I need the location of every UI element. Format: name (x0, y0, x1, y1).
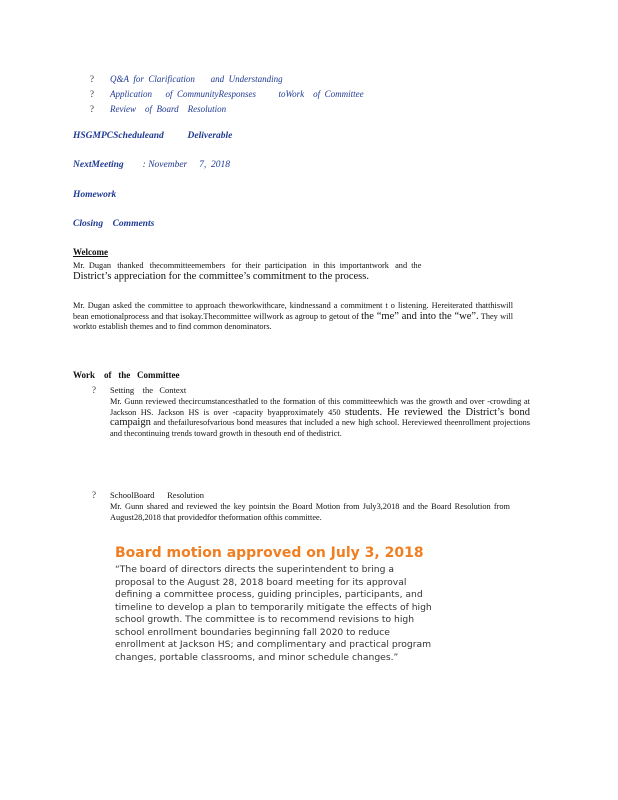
resolution-bullet-mark: ? (92, 490, 96, 500)
welcome-para1-emphasis: District’s appreciation for the committee’s commitment to the process. (73, 270, 369, 282)
agenda-item-qa (90, 74, 283, 84)
welcome-para2-text: Mr. Dugan asked the committee to approach theworkwithcare, kindnessand a commitment t o listening. Hereiterated thatthiswill bean emotionalprocess and that isokay.Thecommittee willwork as agroup to getout of (73, 301, 513, 321)
agenda-item-text: Review of Board Resolution (110, 104, 227, 114)
welcome-paragraph-1 (73, 261, 503, 282)
context-emphasis: students. He reviewed the District’s bond campaign (110, 406, 531, 429)
next-meeting-line (73, 160, 230, 170)
bullet-mark: ? (90, 104, 94, 114)
welcome-para1-text: Mr. Dugan thanked thecommitteemembers for their participation in this importantwork and the (73, 261, 422, 270)
context-bullet-mark: ? (92, 385, 96, 395)
school-board-resolution-paragraph: Mr. Gunn shared and reviewed the key pointsin the Board Motion from July3,2018 and the Board Resolution from August28,2018 that providedfor theformation ofthis committee. (110, 502, 510, 522)
board-motion-title: Board motion approved on July 3, 2018 (115, 545, 424, 561)
bullet-mark: ? (90, 89, 94, 99)
welcome-heading: Welcome (73, 247, 108, 257)
welcome-para2-text-end: They will workto establish themes and to find common denominators. (73, 311, 513, 332)
setting-context-title: Setting the Context (110, 385, 187, 395)
next-meeting-label: NextMeeting (73, 160, 124, 170)
welcome-para2-emphasis: the “me” and into the “we”. (361, 310, 479, 322)
context-text-end: and thefailuresofvarious bond measures that included a new high school. Hereviewed theenrollment projections and thecontinuing trends toward growth in thesouth end of thedistrict. (110, 418, 531, 438)
school-board-resolution-title: SchoolBoard Resolution (110, 490, 204, 500)
work-of-committee-heading: Work of the Committee (73, 370, 180, 380)
agenda-item-review (90, 104, 226, 114)
setting-context-paragraph (110, 397, 530, 439)
board-motion-callout (115, 545, 435, 664)
bullet-mark: ? (90, 74, 94, 84)
context-text: Mr. Gunn reviewed thecircumstancesthatled to the formation of this committeewhich was the growth and over -crowding at Jackson HS. Jackson HS is over -capacity byapproximately 450 (110, 397, 530, 417)
closing-comments-heading: Closing Comments (73, 219, 155, 229)
next-meeting-date: : November 7, 2018 (142, 160, 231, 170)
schedule-heading: HSGMPCScheduleand Deliverable (73, 131, 233, 141)
homework-heading: Homework (73, 190, 117, 200)
agenda-item-application (90, 89, 364, 99)
welcome-paragraph-2 (73, 301, 513, 333)
board-motion-quote: “The board of directors directs the superintendent to bring a proposal to the August 28, 2018 board meeting for its approval defining a committee process, guiding principles, participants, and timeline to develop a plan to temporarily mitigate the effects of high school growth. The committee is to recommend revisions to high school enrollment boundaries beginning fall 2020 to reduce enrollment at Jackson HS; and complimentary and practical program changes, portable classrooms, and minor schedule changes.” (115, 564, 432, 663)
agenda-item-text: Application of CommunityResponses toWork of Committee (110, 89, 364, 99)
agenda-item-text: Q&A for Clarification and Understanding (110, 74, 283, 84)
